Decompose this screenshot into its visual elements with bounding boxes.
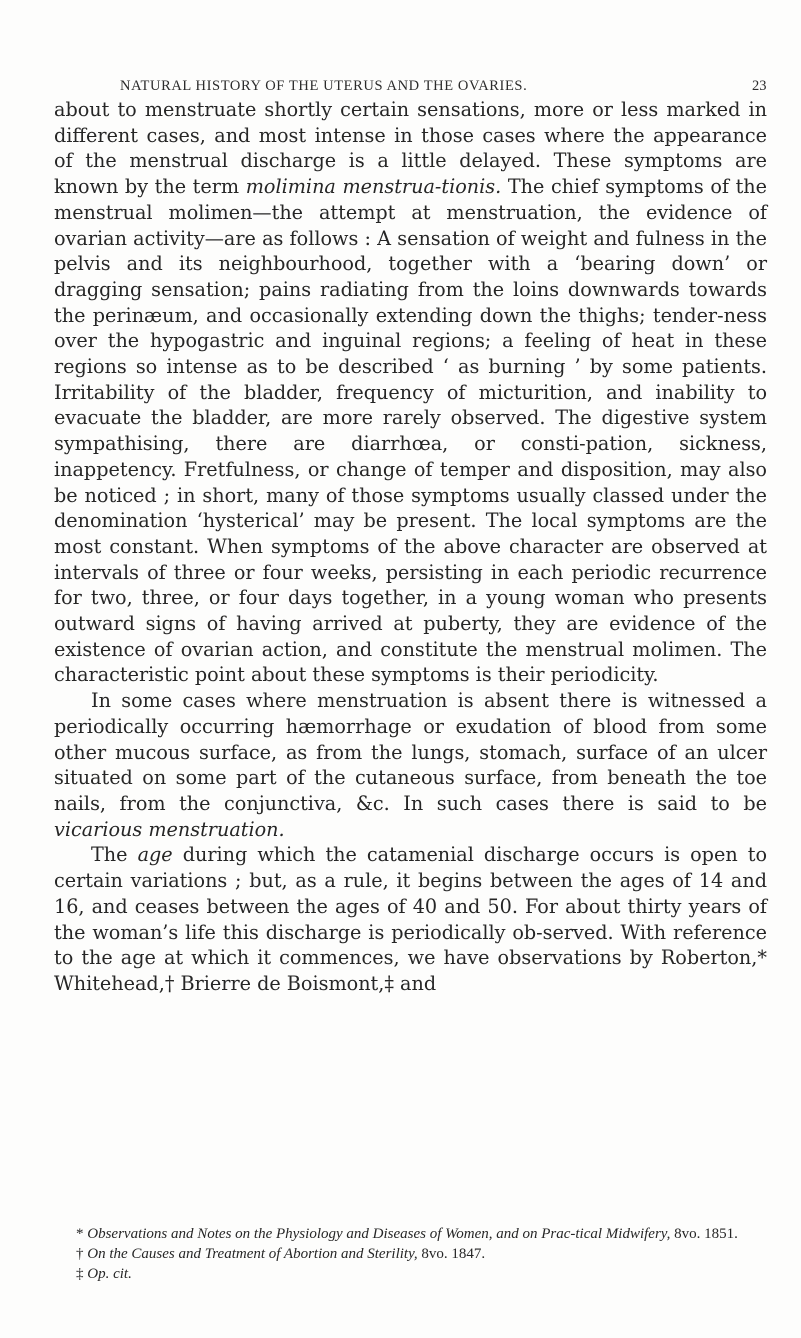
- italic-term: molimina menstrua-tionis.: [245, 175, 502, 199]
- footnote-citation: Observations and Notes on the Physiology and Diseases of Women, and on Prac-tical Midwifery,: [87, 1226, 671, 1242]
- running-title: NATURAL HISTORY OF THE UTERUS AND THE OVARIES.: [120, 78, 528, 94]
- paragraph-age: [54, 842, 767, 996]
- text-segment: during which the catamenial discharge occurs is open to certain variations ; but, as a rule, it begins between the ages of 14 and 16, and ceases between the ages of 40 and 50. For about thirty years of the woman’s life this discharge is periodically ob-served. With reference to the age at which it commences, we have observations by Roberton,* Whitehead,† Brierre de Boismont,‡ and: [54, 843, 767, 995]
- italic-term: vicarious menstruation.: [54, 817, 285, 841]
- text-segment: In some cases where menstruation is absent there is witnessed a periodically occurring hæmorrhage or exudation of blood from some other mucous surface, as from the lungs, stomach, surface of an ulcer situated on some part of the cutaneous surface, from beneath the toe nails, from the conjunctiva, &c. In such cases there is said to be: [54, 689, 767, 815]
- text-segment: The chief symptoms of the menstrual molimen—the attempt at menstruation, the evidence of ovarian activity—are as follows : A sensation of weight and fulness in the pelvis and its neighbourhood, together with a ‘bearing down’ or dragging sensation; pains radiating from the loins downwards towards the perinæum, and occasionally extending down the thighs; tender-ness over the hypogastric and inguinal regions; a feeling of heat in these regions so intense as to be described ‘ as burning ’ by some patients. Irritability of the bladder, frequency of micturition, and inability to evacuate the bladder, are more rarely observed. The digestive system sympathising, there are diarrhœa, or consti-pation, sickness, inappetency. Fretfulness, or change of temper and disposition, may also be noticed ; in short, many of those symptoms usually classed under the denomination ‘hysterical’ may be present. The local symptoms are the most constant. When symptoms of the above character are observed at intervals of three or four weeks, persisting in each periodic recurrence for two, three, or four days together, in a young woman who presents outward signs of having arrived at puberty, they are evidence of the existence of ovarian action, and constitute the menstrual molimen. The characteristic point about these symptoms is their periodicity.: [54, 175, 767, 687]
- body-text: [54, 97, 767, 997]
- footnote-3: [54, 1264, 767, 1284]
- footnote-1: [54, 1224, 767, 1244]
- footnote-details: 8vo. 1847.: [417, 1246, 486, 1262]
- footnotes: [54, 1224, 767, 1284]
- footnote-citation: On the Causes and Treatment of Abortion and Sterility,: [87, 1246, 418, 1262]
- text-segment: about to menstruate shortly certain sensations, more or less marked in different cases, and most intense in those cases where the appearance of the menstrual discharge is a little delayed. These symptoms are known by the term: [54, 98, 767, 199]
- italic-term: age: [137, 843, 173, 867]
- paragraph-menstrual-molimen: [54, 97, 767, 688]
- footnote-marker: †: [76, 1246, 88, 1262]
- footnote-details: 8vo. 1851.: [670, 1226, 738, 1242]
- footnote-marker: *: [76, 1226, 88, 1242]
- footnote-citation: Op. cit.: [87, 1266, 132, 1282]
- text-segment: The: [91, 843, 138, 867]
- paragraph-vicarious-menstruation: [54, 688, 767, 842]
- footnote-marker: ‡: [76, 1266, 88, 1282]
- footnote-2: [54, 1244, 767, 1264]
- page-number: 23: [752, 78, 767, 94]
